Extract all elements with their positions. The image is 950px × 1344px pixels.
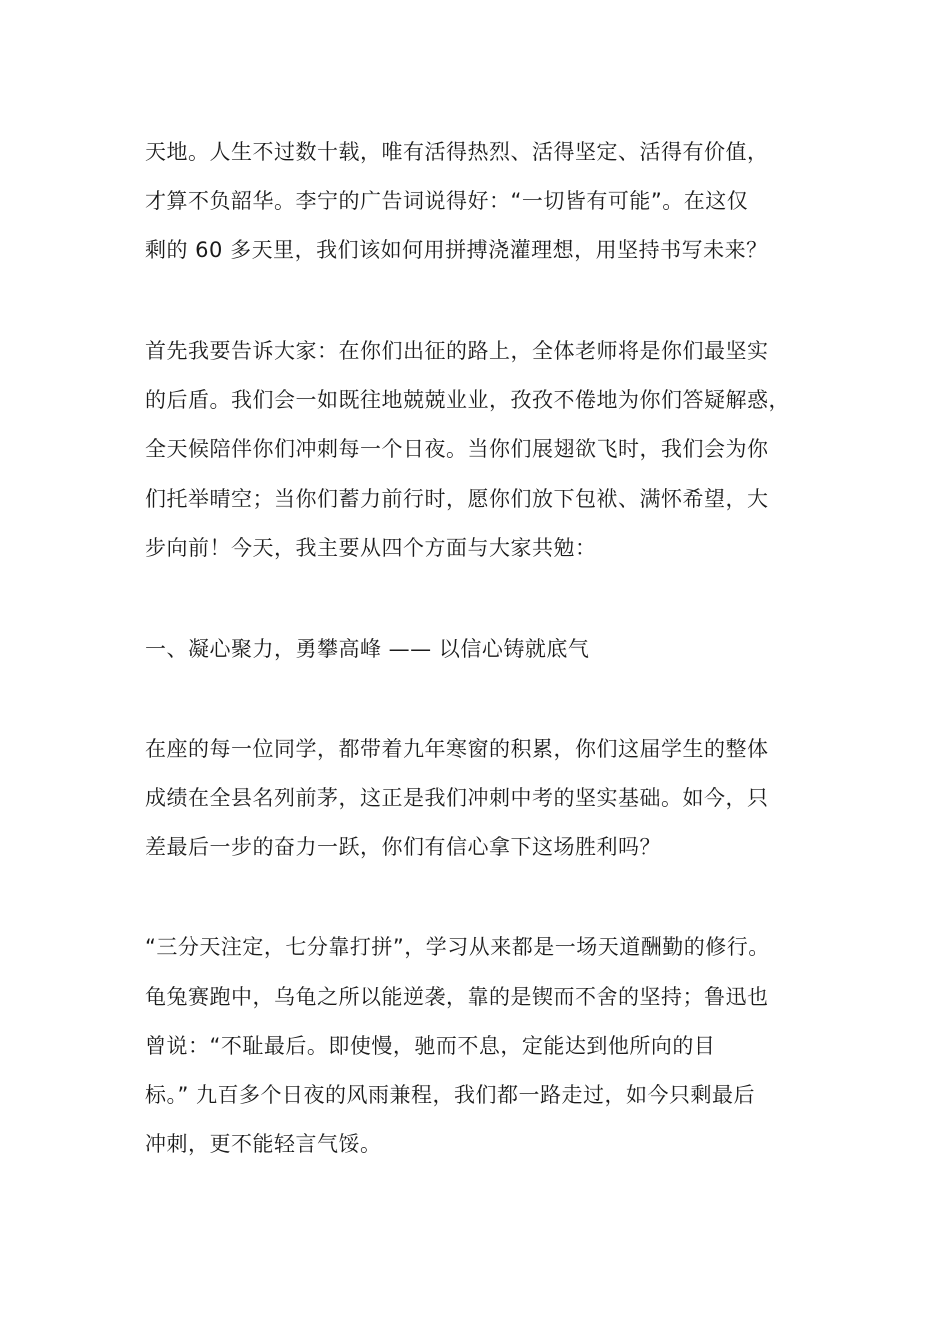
paragraph-4-line-2: 龟兔赛跑中，乌龟之所以能逆袭，靠的是锲而不舍的坚持；鲁迅也 bbox=[145, 985, 769, 1009]
paragraph-1-line-2: 才算不负韶华。李宁的广告词说得好：“一切皆有可能”。在这仅 bbox=[145, 189, 749, 213]
paragraph-4-line-1: “三分天注定，七分靠打拼”，学习从来都是一场天道酬勤的修行。 bbox=[145, 935, 770, 959]
paragraph-1-line-1: 天地。人生不过数十载，唯有活得热烈、活得坚定、活得有价值， bbox=[145, 140, 769, 164]
paragraph-4-line-3: 曾说：“不耻最后。即使慢，驰而不息，定能达到他所向的目 bbox=[145, 1034, 716, 1058]
paragraph-4-line-5: 冲刺，更不能轻言气馁。 bbox=[145, 1132, 382, 1156]
paragraph-2-line-4: 们托举晴空；当你们蓄力前行时，愿你们放下包袱、满怀希望，大 bbox=[145, 487, 769, 511]
paragraph-3-line-2: 成绩在全县名列前茅，这正是我们冲刺中考的坚实基础。如今，只 bbox=[145, 786, 769, 810]
paragraph-1-line-3: 剩的 60 多天里，我们该如何用拼搏浇灌理想，用坚持书写未来？ bbox=[145, 238, 768, 262]
paragraph-2-line-2: 的后盾。我们会一如既往地兢兢业业，孜孜不倦地为你们答疑解惑， bbox=[145, 388, 790, 412]
paragraph-2-line-3: 全天候陪伴你们冲刺每一个日夜。当你们展翅欲飞时，我们会为你 bbox=[145, 437, 769, 461]
paragraph-2-line-1: 首先我要告诉大家：在你们出征的路上，全体老师将是你们最坚实 bbox=[145, 339, 769, 363]
paragraph-4-line-4: 标。” 九百多个日夜的风雨兼程，我们都一路走过，如今只剩最后 bbox=[145, 1083, 756, 1107]
paragraph-2-line-5: 步向前！今天，我主要从四个方面与大家共勉： bbox=[145, 536, 597, 560]
section-heading-1: 一、凝心聚力，勇攀高峰 —— 以信心铸就底气 bbox=[145, 637, 590, 661]
paragraph-3-line-3: 差最后一步的奋力一跃，你们有信心拿下这场胜利吗？ bbox=[145, 835, 661, 859]
paragraph-3-line-1: 在座的每一位同学，都带着九年寒窗的积累，你们这届学生的整体 bbox=[145, 737, 769, 761]
